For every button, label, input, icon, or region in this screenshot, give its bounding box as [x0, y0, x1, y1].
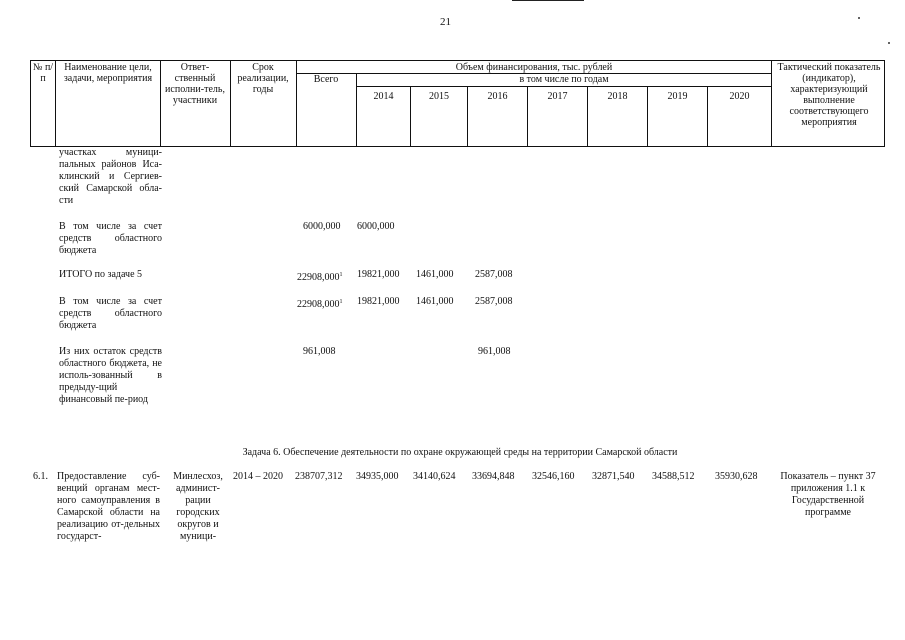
- header-year: 2016: [487, 91, 508, 102]
- header-num: № п/п: [32, 62, 54, 84]
- row-label: Из них остаток средств областного бюджета, не исполь-зованный в предыду-щий финансовый пе-риод: [59, 346, 162, 405]
- row-responsible: Минлесхоз, админист-рации городских округов и муници-: [173, 471, 223, 542]
- value-2016: 2587,008: [475, 296, 513, 307]
- value-total: 238707,312: [295, 471, 343, 482]
- value-2019: 34588,512: [652, 471, 695, 482]
- header-indicator: Тактический показатель (индикатор), характеризующий выполнение соответствующего мероприятия: [777, 62, 881, 128]
- value-total-text: 22908,000: [297, 272, 340, 283]
- value-2016: 2587,008: [475, 269, 513, 280]
- value-2016: 961,008: [478, 346, 511, 357]
- header-year: 2019: [667, 91, 688, 102]
- value-2015: 1461,000: [416, 296, 454, 307]
- header-responsible: Ответ-ственный исполни-тель, участники: [165, 62, 225, 106]
- header-year: 2017: [547, 91, 568, 102]
- footnote-mark: 1: [339, 299, 343, 305]
- header-year: 2015: [429, 91, 449, 102]
- value-2017: 32546,160: [532, 471, 575, 482]
- value-total: [297, 269, 343, 284]
- row-number: 6.1.: [33, 471, 48, 482]
- value-total: [297, 296, 343, 311]
- header-year: 2018: [607, 91, 628, 102]
- value-2015: 34140,624: [413, 471, 456, 482]
- value-2014: 19821,000: [357, 269, 400, 280]
- value-total: 6000,000: [303, 221, 341, 232]
- header-funding: Объем финансирования, тыс. рублей: [455, 62, 613, 73]
- value-2016: 33694,848: [472, 471, 515, 482]
- footnote-mark: 1: [339, 272, 343, 278]
- value-2015: 1461,000: [416, 269, 454, 280]
- row-label: В том числе за счет средств областного бюджета: [59, 221, 162, 256]
- header-by-years: в том числе по годам: [519, 74, 609, 85]
- header-term: Срок реализации, годы: [237, 62, 289, 95]
- header-name: Наименование цели, задачи, мероприятия: [63, 62, 153, 84]
- page-top-line: [512, 0, 584, 1]
- row-name: Предоставление суб-венций органам мест-ного самоуправления в Самарской области на реализацию от-дельных государст-: [57, 471, 160, 542]
- value-2020: 35930,628: [715, 471, 758, 482]
- table-header: [30, 60, 885, 147]
- value-2018: 32871,540: [592, 471, 635, 482]
- header-year: 2014: [373, 91, 394, 102]
- scan-speck: [888, 42, 890, 44]
- task-heading: Задача 6. Обеспечение деятельности по охране окружающей среды на территории Самарской области: [242, 447, 678, 458]
- row-label: ИТОГО по задаче 5: [59, 269, 143, 280]
- value-2014: 19821,000: [357, 296, 400, 307]
- value-total: 961,008: [303, 346, 336, 357]
- page-number: 21: [440, 16, 451, 28]
- header-total: Всего: [313, 74, 339, 85]
- scan-speck: [858, 17, 860, 19]
- continuation-text: участках муници-пальных районов Иса-клинский и Сергиев-ский Самарской обла-сти: [59, 147, 162, 206]
- header-year: 2020: [729, 91, 750, 102]
- row-term: 2014 – 2020: [233, 471, 283, 482]
- value-total-text: 22908,000: [297, 299, 340, 310]
- row-label: В том числе за счет средств областного бюджета: [59, 296, 162, 331]
- value-2014: 6000,000: [357, 221, 395, 232]
- row-indicator: Показатель – пункт 37 приложения 1.1 к Государственной программе: [780, 471, 876, 518]
- value-2014: 34935,000: [356, 471, 399, 482]
